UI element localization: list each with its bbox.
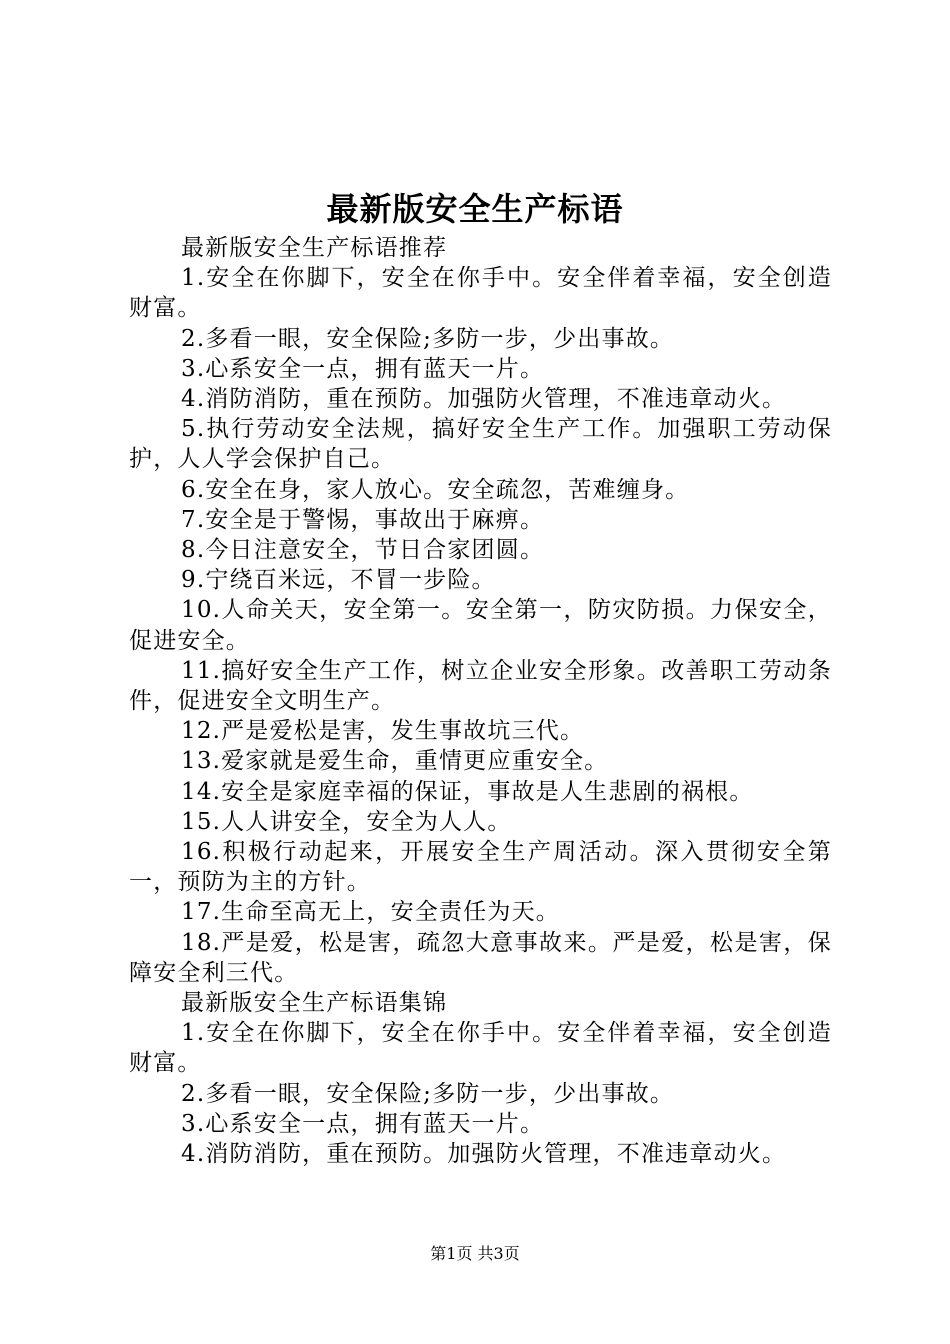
paragraph: 18.严是爱，松是害，疏忽大意事故来。严是爱，松是害，保障安全利三代。 [129,929,832,986]
page-footer: 第1页 共3页 [430,1244,520,1263]
paragraph: 最新版安全生产标语集锦 [181,990,448,1017]
paragraph: 1.安全在你脚下，安全在你手中。安全伴着幸福，安全创造财富。 [129,265,832,322]
paragraph: 5.执行劳动安全法规，搞好安全生产工作。加强职工劳动保护，人人学会保护自己。 [129,416,832,473]
document-title: 最新版安全生产标语 [326,190,624,228]
paragraph: 13.爱家就是爱生命，重情更应重安全。 [181,748,609,775]
paragraph: 16.积极行动起来，开展安全生产周活动。深入贯彻安全第一，预防为主的方针。 [129,839,832,896]
paragraph: 4.消防消防，重在预防。加强防火管理，不准违章动火。 [181,386,787,413]
paragraph: 最新版安全生产标语推荐 [181,235,448,261]
paragraph: 2.多看一眼，安全保险;多防一步，少出事故。 [181,1080,675,1107]
document-body [129,233,832,1169]
paragraph: 2.多看一眼，安全保险;多防一步，少出事故。 [181,325,675,352]
paragraph: 4.消防消防，重在预防。加强防火管理，不准违章动火。 [181,1141,787,1168]
paragraph: 9.宁绕百米远，不冒一步险。 [181,567,496,594]
paragraph: 17.生命至高无上，安全责任为天。 [181,899,560,926]
paragraph: 8.今日注意安全，节日合家团圆。 [181,537,545,564]
paragraph: 7.安全是于警惕，事故出于麻痹。 [181,506,545,533]
paragraph: 14.安全是家庭幸福的保证，事故是人生悲剧的祸根。 [181,778,754,805]
paragraph: 6.安全在身，家人放心。安全疏忽，苦难缠身。 [181,476,690,503]
paragraph: 3.心系安全一点，拥有蓝天一片。 [181,1110,545,1137]
paragraph: 12.严是爱松是害，发生事故坑三代。 [181,718,585,745]
paragraph: 1.安全在你脚下，安全在你手中。安全伴着幸福，安全创造财富。 [129,1020,832,1077]
paragraph: 10.人命关天，安全第一。安全第一，防灾防损。力保安全，促进安全。 [129,597,832,654]
paragraph: 15.人人讲安全，安全为人人。 [181,808,512,835]
paragraph: 11.搞好安全生产工作，树立企业安全形象。改善职工劳动条件，促进安全文明生产。 [129,657,832,715]
paragraph: 3.心系安全一点，拥有蓝天一片。 [181,355,545,382]
